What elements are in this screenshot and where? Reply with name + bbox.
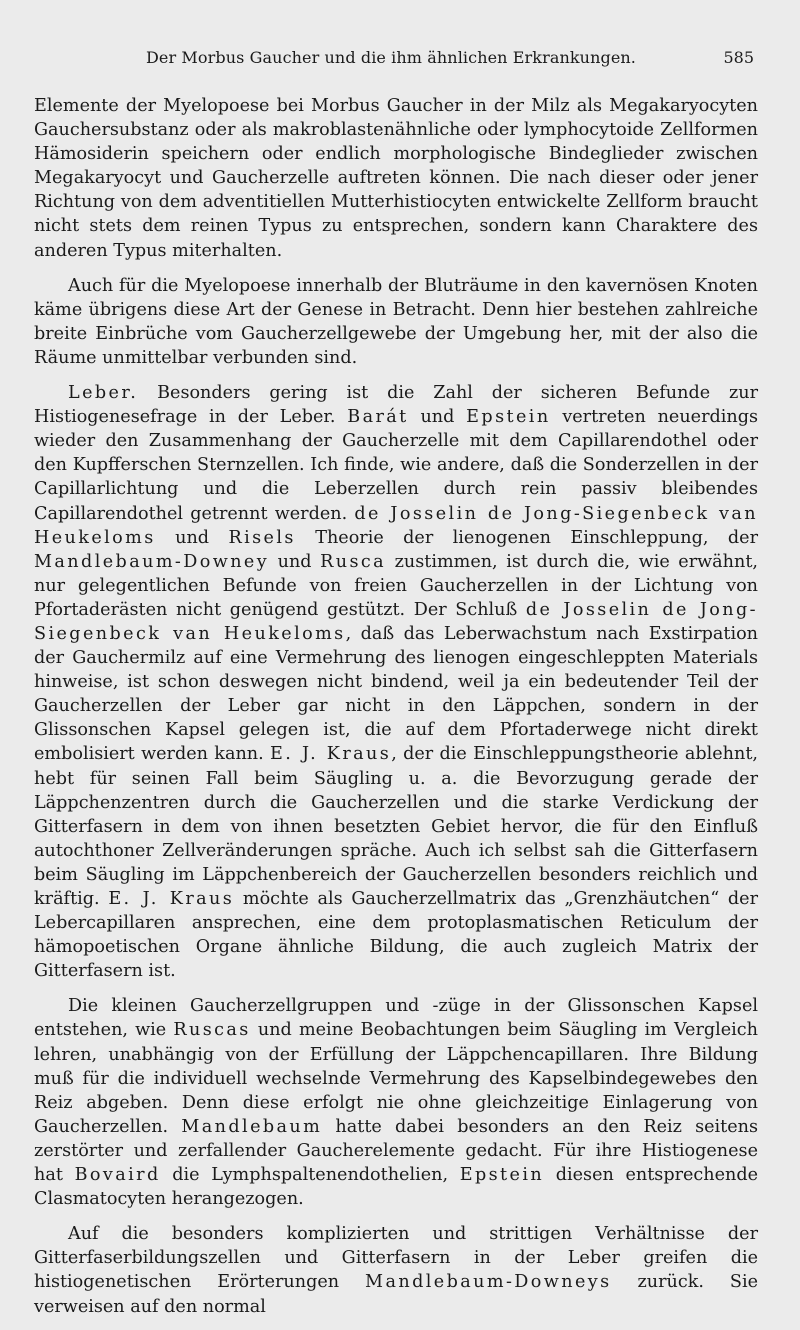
paragraph-text: Auch für die Myelopoese innerhalb der Bluträume in den kavernösen Knoten käme übrigens diese Art der Genese in Betracht. Denn hier bestehen zahlreiche breite Einbrüche vom Gaucherzellgewebe der Umgebung her, mit der also die Räume unmittelbar verbunden sind. <box>34 275 758 368</box>
paragraph-text: und <box>269 551 321 572</box>
author-name: Mandlebaum-Downeys <box>365 1272 612 1293</box>
paragraph-text: die Lymphspaltenendothelien, <box>160 1165 460 1186</box>
author-name: E. J. Kraus <box>108 889 235 909</box>
author-name: de Josselin de Jong-Siegenbeck van Heukeloms <box>34 503 758 548</box>
paragraph-text: Auf die besonders komplizierten und strittigen Verhältnisse der Gitterfaserbildungszellen und Gitterfasern in der Leber greifen die histiogenetischen Erörterungen <box>34 1224 758 1293</box>
paragraph-text: möchte als Gaucherzellmatrix das „Grenzhäutchen“ der Lebercapillaren ansprechen, eine dem protoplasmatischen Reticulum der hämopoetischen Organe ähnliche Bildung, die auch zugleich Matrix der Gitterfasern ist. <box>34 889 759 982</box>
page-number: 585 <box>723 48 754 67</box>
author-name: Epstein <box>466 407 551 428</box>
author-name: Ruscas <box>173 1020 251 1041</box>
paragraph-text: und <box>408 407 467 428</box>
paragraph-text: vertreten neuerdings wieder den Zusammenhang der Gaucherzelle mit dem Capillarendothel oder den Kupfferschen Sternzellen. Ich finde, wie andere, daß die Sonderzellen in der Capillarlichtung und die Leberzellen durch rein passiv bleibendes Capillarendothel getrennt werden. <box>34 407 758 524</box>
author-name: Bovaird <box>74 1165 161 1186</box>
author-name: de Josselin de Jong-Siegenbeck van Heukeloms <box>34 599 758 644</box>
section-term-leber: Leber. <box>68 383 139 404</box>
paragraph-text: diesen entsprechende Clasmatocyten herangezogen. <box>34 1165 759 1210</box>
author-name: E. J. Kraus <box>270 744 392 765</box>
body-text <box>34 94 758 1330</box>
paragraph-text: zurück. Sie verweisen auf den normal <box>34 1272 758 1317</box>
paragraph-text: Die kleinen Gaucherzellgruppen und -züge in der Glissonschen Kapsel entstehen, wie <box>34 996 758 1041</box>
paragraph-text: zustimmen, ist durch die, wie erwähnt, nur gelegentlichen Befunde von freien Gaucherzellen in der Lichtung von Pfortaderästen nicht genügend gestützt. Der Schluß <box>34 551 758 620</box>
paragraph-text: hatte dabei besonders an den Reiz seitens zerstörter und zerfallender Gaucherelemente gedacht. Für ihre Histiogenese hat <box>34 1116 758 1186</box>
paragraph-5 <box>34 1222 758 1318</box>
paragraph-text: Elemente der Myelopoese bei Morbus Gaucher in der Milz als Megakaryocyten Gauchersubstanz oder als makroblastenähnliche oder lymphocytoide Zellformen Hämosiderin speichern oder endlich morphologische Bindeglieder zwischen Megakaryocyt und Gaucherzelle auftreten können. Die nach dieser oder jener Richtung von dem adventitiellen Mutterhistiocyten entwickelte Zellform braucht nicht stets dem reinen Typus zu entsprechen, sondern kann Charaktere des anderen Typus miterhalten. <box>34 96 758 261</box>
paragraph-text: , daß das Leberwachstum nach Exstirpation der Gauchermilz auf eine Vermehrung des lienogen eingeschleppten Materials hinweise, ist schon deswegen nicht bindend, weil ja ein bedeutender Teil der Gaucherzellen der Leber gar nicht in den Läppchen, sondern in der Glissonschen Kapsel gelegen ist, die auf dem Pfortaderwege nicht direkt embolisiert werden kann. <box>34 623 758 765</box>
author-name: Rusca <box>320 551 387 572</box>
author-name: Mandlebaum <box>181 1116 323 1137</box>
author-name: Mandlebaum-Downey <box>34 551 270 572</box>
paragraph-text: Theorie der lienogenen Einschleppung, der <box>295 527 758 548</box>
paragraph-3 <box>34 381 758 983</box>
paragraph-1 <box>34 94 758 263</box>
paragraph-4 <box>34 994 758 1211</box>
page-header <box>0 48 800 72</box>
author-name: Barát <box>347 407 409 428</box>
paragraph-text: , der die Einschleppungstheorie ablehnt, hebt für seinen Fall beim Säugling u. a. die Bevorzugung gerade der Läppchenzentren durch die Gaucherzellen und die starke Verdickung der Gitterfasern in dem von ihnen besetzten Gebiet hervor, die für den Einfluß autochthoner Zellveränderungen spräche. Auch ich selbst sah die Gitterfasern beim Säugling im Läppchenbereich der Gaucherzellen besonders reichlich und kräftig. <box>34 744 758 909</box>
author-name: Risels <box>228 527 296 548</box>
author-name: Epstein <box>459 1165 545 1186</box>
paragraph-text: und <box>155 527 229 548</box>
paragraph-text: Besonders gering ist die Zahl der sicheren Befunde zur Histiogenesefrage in der Leber. <box>34 383 758 428</box>
paragraph-text: und meine Beobachtungen beim Säugling im Vergleich lehren, unabhängig von der Erfüllung der Läppchencapillaren. Ihre Bildung muß für die individuell wechselnde Vermehrung des Kapselbindegewebes den Reiz abgeben. Denn diese erfolgt nie ohne gleichzeitige Einlagerung von Gaucherzellen. <box>34 1020 758 1137</box>
running-title: Der Morbus Gaucher und die ihm ähnlichen Erkrankungen. <box>146 48 636 67</box>
paragraph-2 <box>34 274 758 370</box>
